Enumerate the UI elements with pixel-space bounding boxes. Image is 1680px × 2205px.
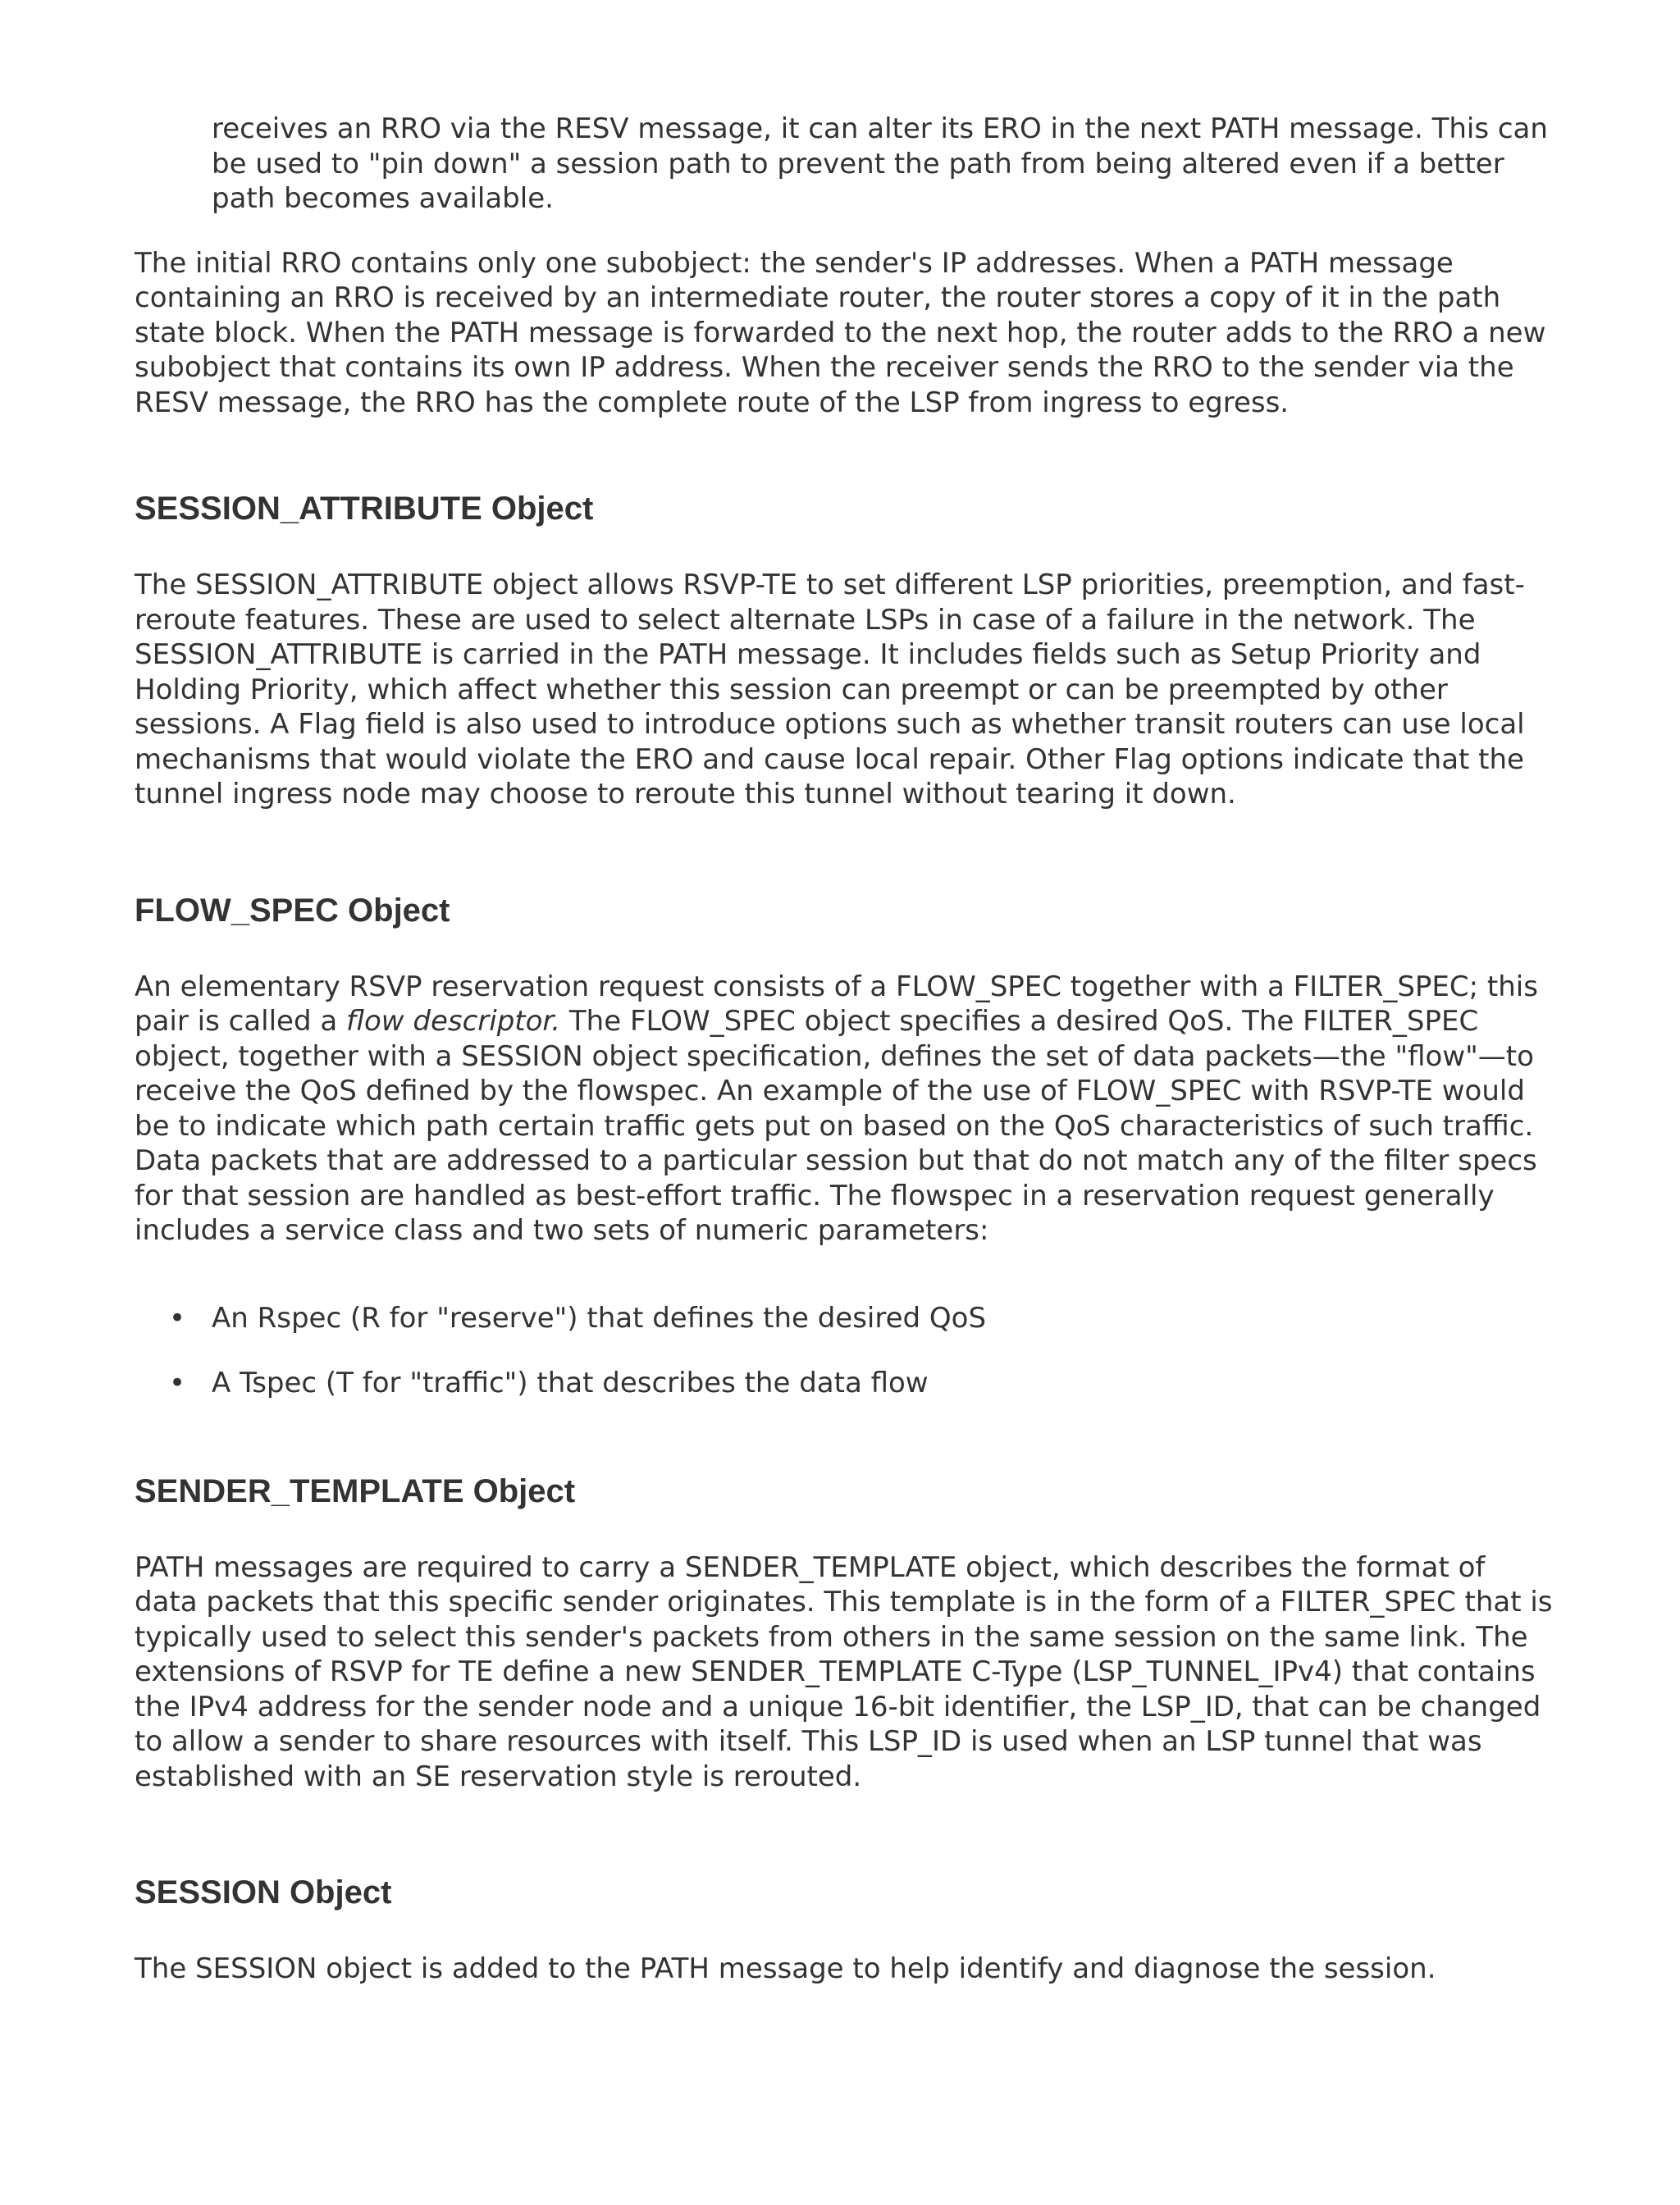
sender-template-body: PATH messages are required to carry a SENDER_TEMPLATE object, which describes the format of data packets that this specific sender originates. This template is in the form of a FILTER_SPEC that is typically used to select this sender's packets from others in the same session on the same link. The extensions of RSVP for TE define a new SENDER_TEMPLATE C-Type (LSP_TUNNEL_IPv4) that contains the IPv4 address for the sender node and a unique 16-bit identifier, the LSP_ID, that can be changed to allow a sender to share resources with itself. This LSP_ID is used when an LSP tunnel that was established with an SE reservation style is rerouted. (135, 1550, 1553, 1793)
flow-spec-body-end: The FLOW_SPEC object specifies a desired QoS. The FILTER_SPEC object, together with a SESSION object specification, defines the set of data packets—the "flow"—to receive the QoS defined by the flowspec. An example of the use of FLOW_SPEC with RSVP-TE would be to indicate which path certain traffic gets put on based on the QoS characteristics of such traffic. Data packets that are addressed to a particular session but that do not match any of the filter specs for that session are handled as best-effort traffic. The flowspec in a reservation request generally includes a service class and two sets of numeric parameters: (135, 1005, 1537, 1247)
rro-paragraph: The initial RRO contains only one subobject: the sender's IP addresses. When a PATH message containing an RRO is received by an intermediate router, the router stores a copy of it in the path state block. When the PATH message is forwarded to the next hop, the router adds to the RRO a new subobject that contains its own IP address. When the receiver sends the RRO to the sender via the RESV message, the RRO has the complete route of the LSP from ingress to egress. (135, 246, 1546, 419)
bullet-icon: • (169, 1301, 186, 1335)
flow-spec-bullet-list (135, 1301, 1554, 1401)
list-item-text: A Tspec (T for "traffic") that describes the data flow (212, 1367, 929, 1399)
flow-descriptor-term: flow descriptor. (346, 1005, 561, 1038)
list-item-text: An Rspec (R for "reserve") that defines the desired QoS (212, 1301, 987, 1335)
sender-template-heading: SENDER_TEMPLATE Object (135, 1472, 576, 1509)
session-heading: SESSION Object (135, 1874, 392, 1911)
flow-spec-body-start: An elementary RSVP reservation request consists of a FLOW_SPEC together with a FILTER_SPEC; this pair is called a (135, 970, 1538, 1038)
document-page (135, 112, 1554, 1987)
list-item (135, 1366, 1554, 1401)
session-attribute-heading: SESSION_ATTRIBUTE Object (135, 491, 594, 527)
list-item (135, 1301, 1554, 1336)
flow-spec-body (135, 970, 1554, 1249)
bullet-icon: • (169, 1367, 186, 1399)
flow-spec-heading: FLOW_SPEC Object (135, 892, 450, 929)
intro-continuation: receives an RRO via the RESV message, it can alter its ERO in the next PATH message. This can be used to "pin down" a session path to prevent the path from being altered even if a better path becomes available. (212, 112, 1548, 215)
session-body: The SESSION object is added to the PATH message to help identify and diagnose the session. (135, 1952, 1436, 1985)
session-attribute-body: The SESSION_ATTRIBUTE object allows RSVP-TE to set different LSP priorities, preemption, and fast-reroute features. These are used to select alternate LSPs in case of a failure in the network. The SESSION_ATTRIBUTE is carried in the PATH message. It includes fields such as Setup Priority and Holding Priority, which affect whether this session can preempt or can be preempted by other sessions. A Flag field is also used to introduce options such as whether transit routers can use local mechanisms that would violate the ERO and cause local repair. Other Flag options indicate that the tunnel ingress node may choose to reroute this tunnel without tearing it down. (135, 568, 1525, 810)
